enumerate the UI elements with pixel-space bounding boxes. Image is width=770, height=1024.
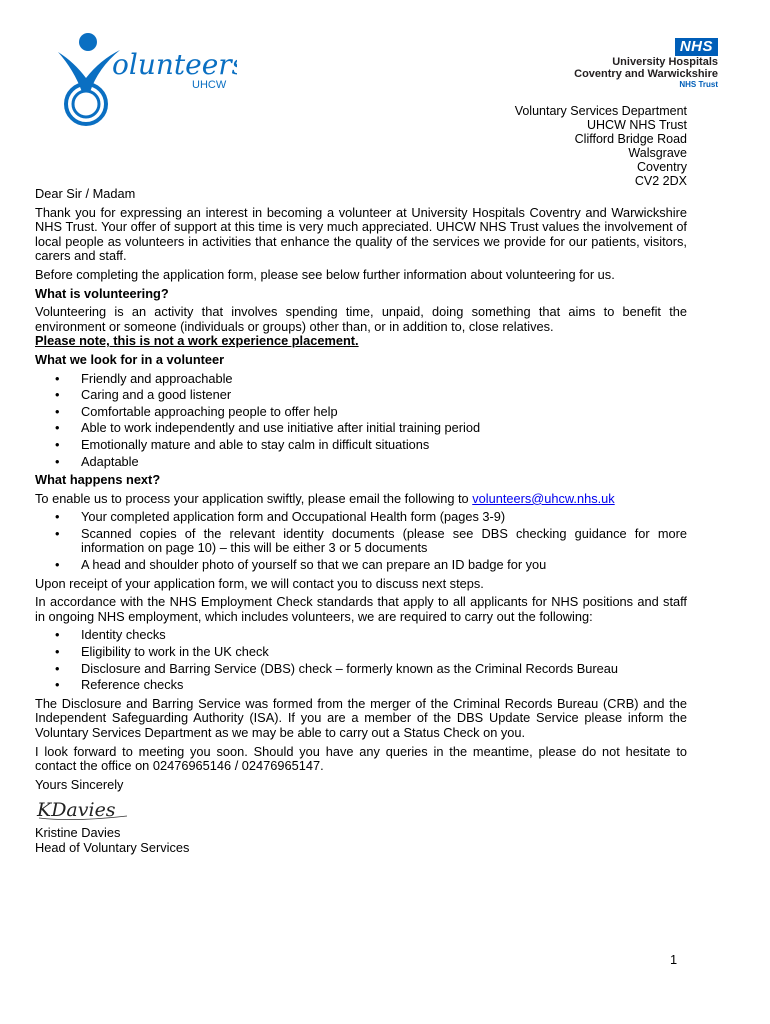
volunteer-figure-icon: [52, 30, 237, 130]
address-line: Clifford Bridge Road: [574, 132, 687, 146]
list-item: • Able to work independently and use initiative after initial training period: [55, 420, 481, 436]
list-item: • Your completed application form and Occupational Health form (pages 3-9): [55, 509, 506, 525]
list-item: • Eligibility to work in the UK check: [55, 644, 269, 660]
logo-subtitle: UHCW: [192, 79, 227, 91]
checks-list: [35, 628, 687, 692]
nhs-badge: NHS: [675, 38, 718, 56]
heading-what-is-volunteering: What is volunteering?: [35, 285, 169, 301]
list-item: • Identity checks: [55, 627, 166, 643]
nhs-trust-logo: [548, 38, 718, 96]
address-line: CV2 2DX: [634, 174, 687, 188]
signatory-title: Head of Voluntary Services: [35, 839, 190, 855]
volunteers-logo: [52, 30, 237, 130]
volunteers-email-link[interactable]: volunteers@uhcw.nhs.uk: [472, 490, 615, 506]
list-item: • A head and shoulder photo of yourself so that we can prepare an ID badge for you: [55, 557, 547, 573]
list-item: • Scanned copies of the relevant identity documents (please see DBS checking guidance for more information on page 10) – this will be either 3 or 5 documents: [55, 525, 687, 556]
list-item: • Emotionally mature and able to stay calm in difficult situations: [55, 436, 430, 452]
dbs-paragraph: The Disclosure and Barring Service was formed from the merger of the Criminal Records Bureau (CRB) and the Independent Safeguarding Authority (ISA). If you are a member of the DBS Update Service please inform the Voluntary Services Department as we may be able to carry out a Status Check on you.: [35, 695, 687, 740]
info-paragraph: Before completing the application form, please see below further information about volunteering for us.: [35, 266, 615, 282]
next-steps-list: [35, 510, 687, 572]
address-line: Voluntary Services Department: [514, 104, 687, 118]
logo-wordmark: olunteers: [112, 48, 237, 81]
trust-name-line-3: NHS Trust: [679, 80, 718, 89]
signatory-name: Kristine Davies: [35, 825, 121, 841]
address-line: Coventry: [636, 160, 687, 174]
email-instruction: To enable us to process your application swiftly, please email the following to volunteers@uhcw.nhs.uk: [35, 490, 615, 506]
receipt-paragraph: Upon receipt of your application form, we will contact you to discuss next steps.: [35, 575, 484, 591]
page-number: 1: [670, 952, 678, 967]
employment-check-paragraph: In accordance with the NHS Employment Check standards that apply to all applicants for NHS positions and staff in ongoing NHS employment, which includes volunteers, we are required to carry out the following:: [35, 594, 687, 624]
handwritten-signature: [35, 796, 687, 824]
list-item: • Caring and a good listener: [55, 387, 232, 403]
list-item: • Friendly and approachable: [55, 370, 233, 386]
address-line: Walsgrave: [628, 146, 687, 160]
sign-off: Yours Sincerely: [35, 776, 124, 792]
letter-body: [35, 187, 687, 856]
closing-paragraph: I look forward to meeting you soon. Should you have any queries in the meantime, please do not hesitate to contact the office on 02476965146 / 02476965147.: [35, 743, 687, 774]
list-item: • Disclosure and Barring Service (DBS) check – formerly known as the Criminal Records Bureau: [55, 660, 618, 676]
trust-name-line-1: University Hospitals: [612, 56, 718, 68]
heading-what-we-look-for: What we look for in a volunteer: [35, 351, 225, 367]
list-item: • Comfortable approaching people to offer help: [55, 403, 338, 419]
list-item: • Reference checks: [55, 677, 184, 693]
sender-address: [515, 104, 687, 188]
volunteering-definition: Volunteering is an activity that involves spending time, unpaid, doing something that aims to benefit the environment or someone (individuals or groups) other than, or in addition to, close relatives.: [35, 304, 687, 334]
svg-text:KDavies: KDavies: [37, 799, 116, 822]
qualities-list: [35, 372, 687, 470]
work-experience-note: Please note, this is not a work experience placement.: [35, 333, 359, 349]
heading-what-happens-next: What happens next?: [35, 472, 161, 488]
intro-paragraph: Thank you for expressing an interest in becoming a volunteer at University Hospitals Coventry and Warwickshire NHS Trust. Your offer of support at this time is very much appreciated. UHCW NHS Trust values the involvement of local people as volunteers in activities that enhance the quality of the services we provide for our patients, visitors, carers and staff.: [35, 204, 687, 264]
salutation: Dear Sir / Madam: [35, 186, 136, 201]
list-item: • Adaptable: [55, 453, 139, 469]
address-line: UHCW NHS Trust: [587, 118, 687, 132]
trust-name-line-2: Coventry and Warwickshire: [574, 68, 718, 80]
